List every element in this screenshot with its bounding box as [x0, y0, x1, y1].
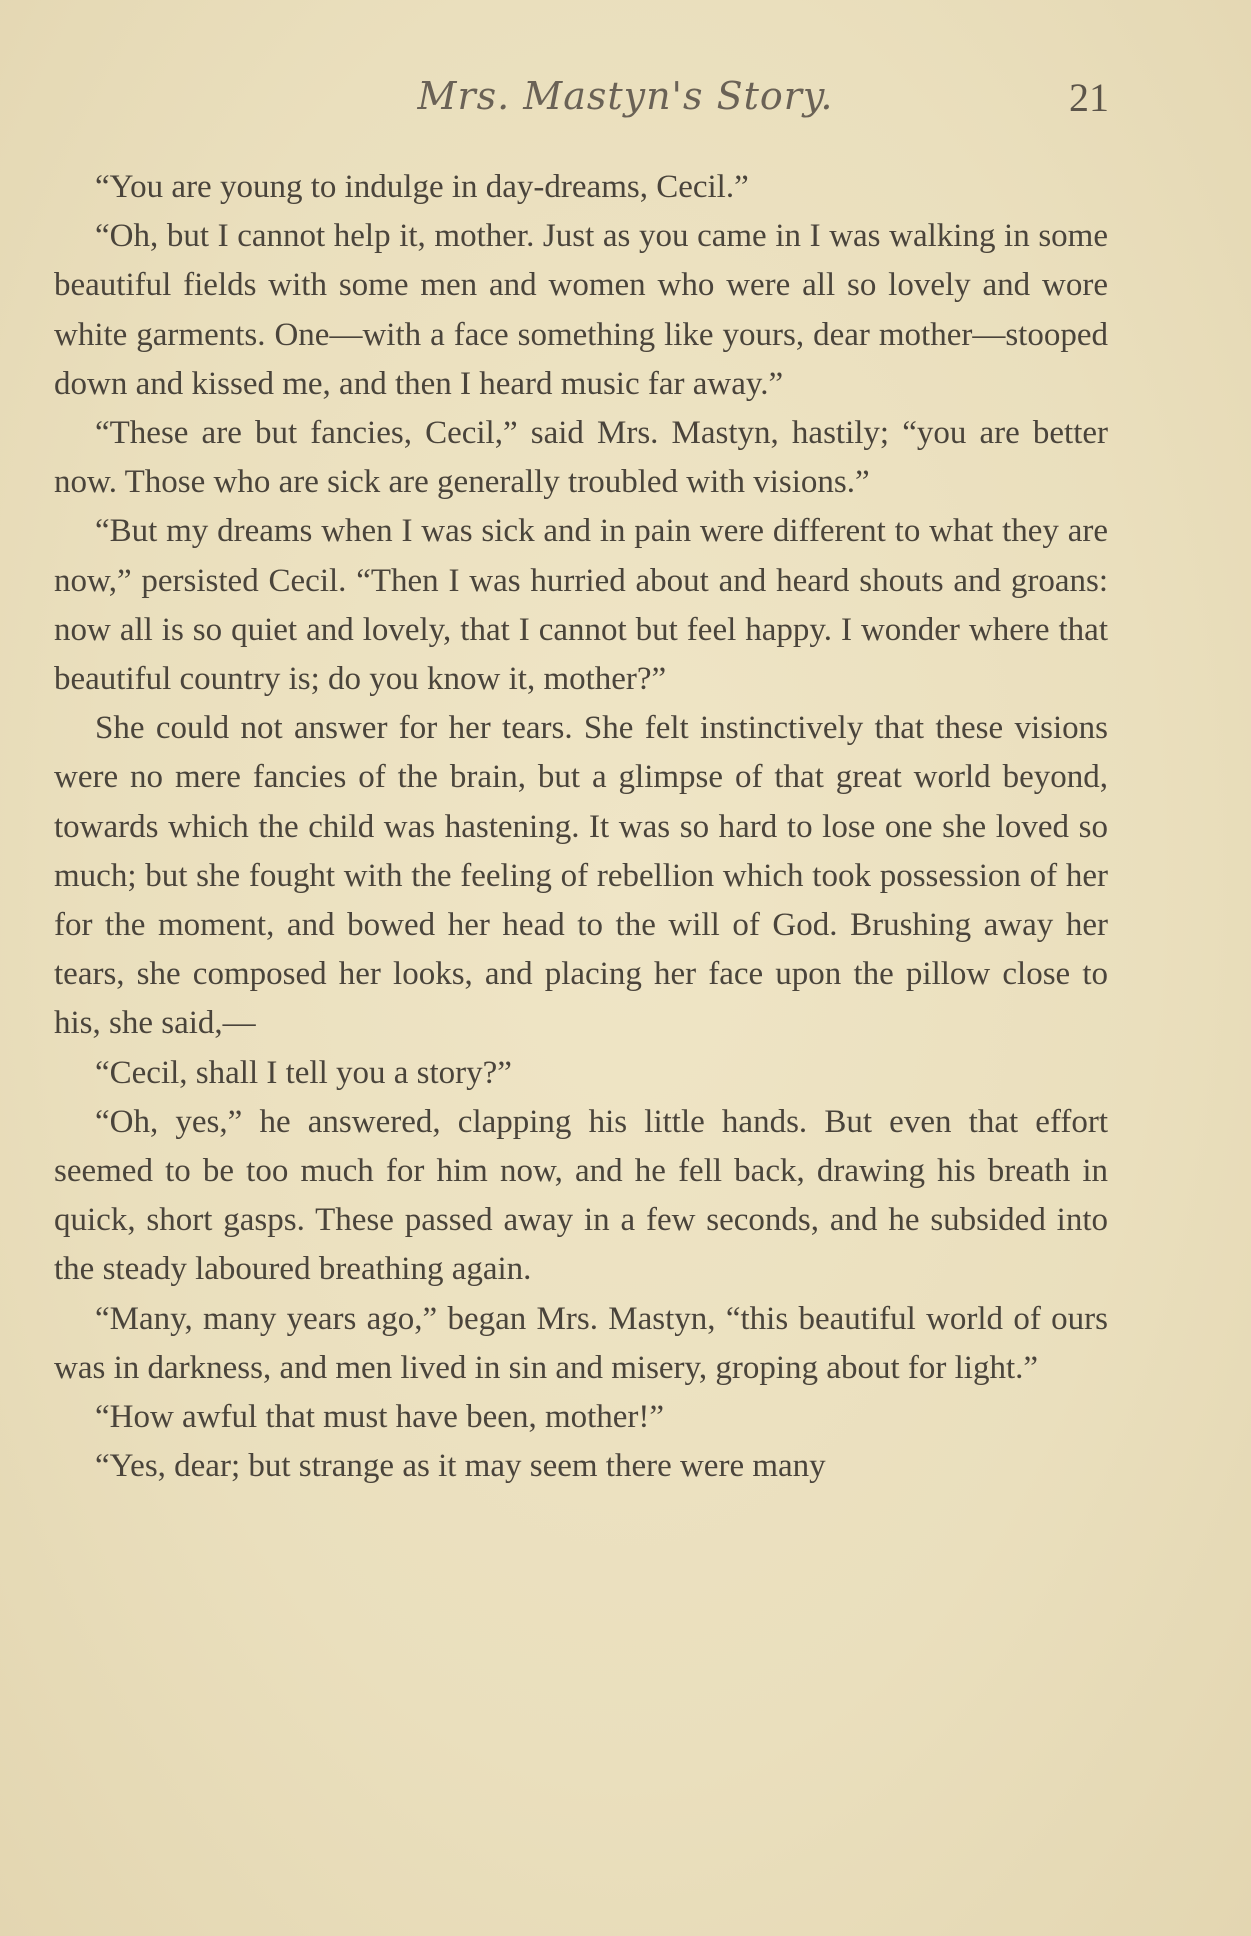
paragraph: “Oh, yes,” he answered, clapping his little hands. But even that effort seemed to be too much for him now, and he fell back, drawing his breath in quick, short gasps. These passed away in a few seconds, and he subsided into the steady laboured breathing again. — [54, 1103, 1108, 1288]
paragraph: “Many, many years ago,” began Mrs. Mastyn, “this beautiful world of ours was in darkness, and men lived in sin and misery, groping about for light.” — [54, 1300, 1108, 1386]
paragraph: “How awful that must have been, mother!” — [95, 1399, 665, 1436]
paragraph: “Cecil, shall I tell you a story?” — [95, 1054, 512, 1091]
page-header — [0, 70, 1251, 130]
running-title: Mrs. Mastyn's Story. — [417, 74, 834, 118]
page-number: 21 — [1069, 75, 1109, 120]
paragraph: “Oh, but I cannot help it, mother. Just as you came in I was walking in some beautiful fields with some men and women who were all so lovely and wore white garments. One—with a face something like yours, dear mother—stooped down and kissed me, and then I heard music far away.” — [54, 218, 1108, 402]
paragraph: “Yes, dear; but strange as it may seem there were many — [95, 1448, 826, 1485]
paragraph: “These are but fancies, Cecil,” said Mrs. Mastyn, hastily; “you are better now. Those who are sick are generally troubled with visions.” — [54, 415, 1108, 501]
paragraph: “You are young to indulge in day-dreams, Cecil.” — [95, 169, 749, 205]
paragraph: “But my dreams when I was sick and in pain were different to what they are now,” persisted Cecil. “Then I was hurried about and heard shouts and groans: now all is so quiet and lovely, that I cannot but feel happy. I wonder where that beautiful country is; do you know it, mother?” — [54, 513, 1108, 698]
paragraph: She could not answer for her tears. She felt instinctively that these visions were no mere fancies of the brain, but a glimpse of that great world beyond, towards which the child was hastening. It was so hard to lose one she loved so much; but she fought with the feeling of rebellion which took possession of her for the moment, and bowed her head to the will of God. Brushing away her tears, she composed her looks, and placing her face upon the pillow close to his, she said,— — [54, 710, 1108, 1042]
body-text — [54, 163, 1108, 1491]
